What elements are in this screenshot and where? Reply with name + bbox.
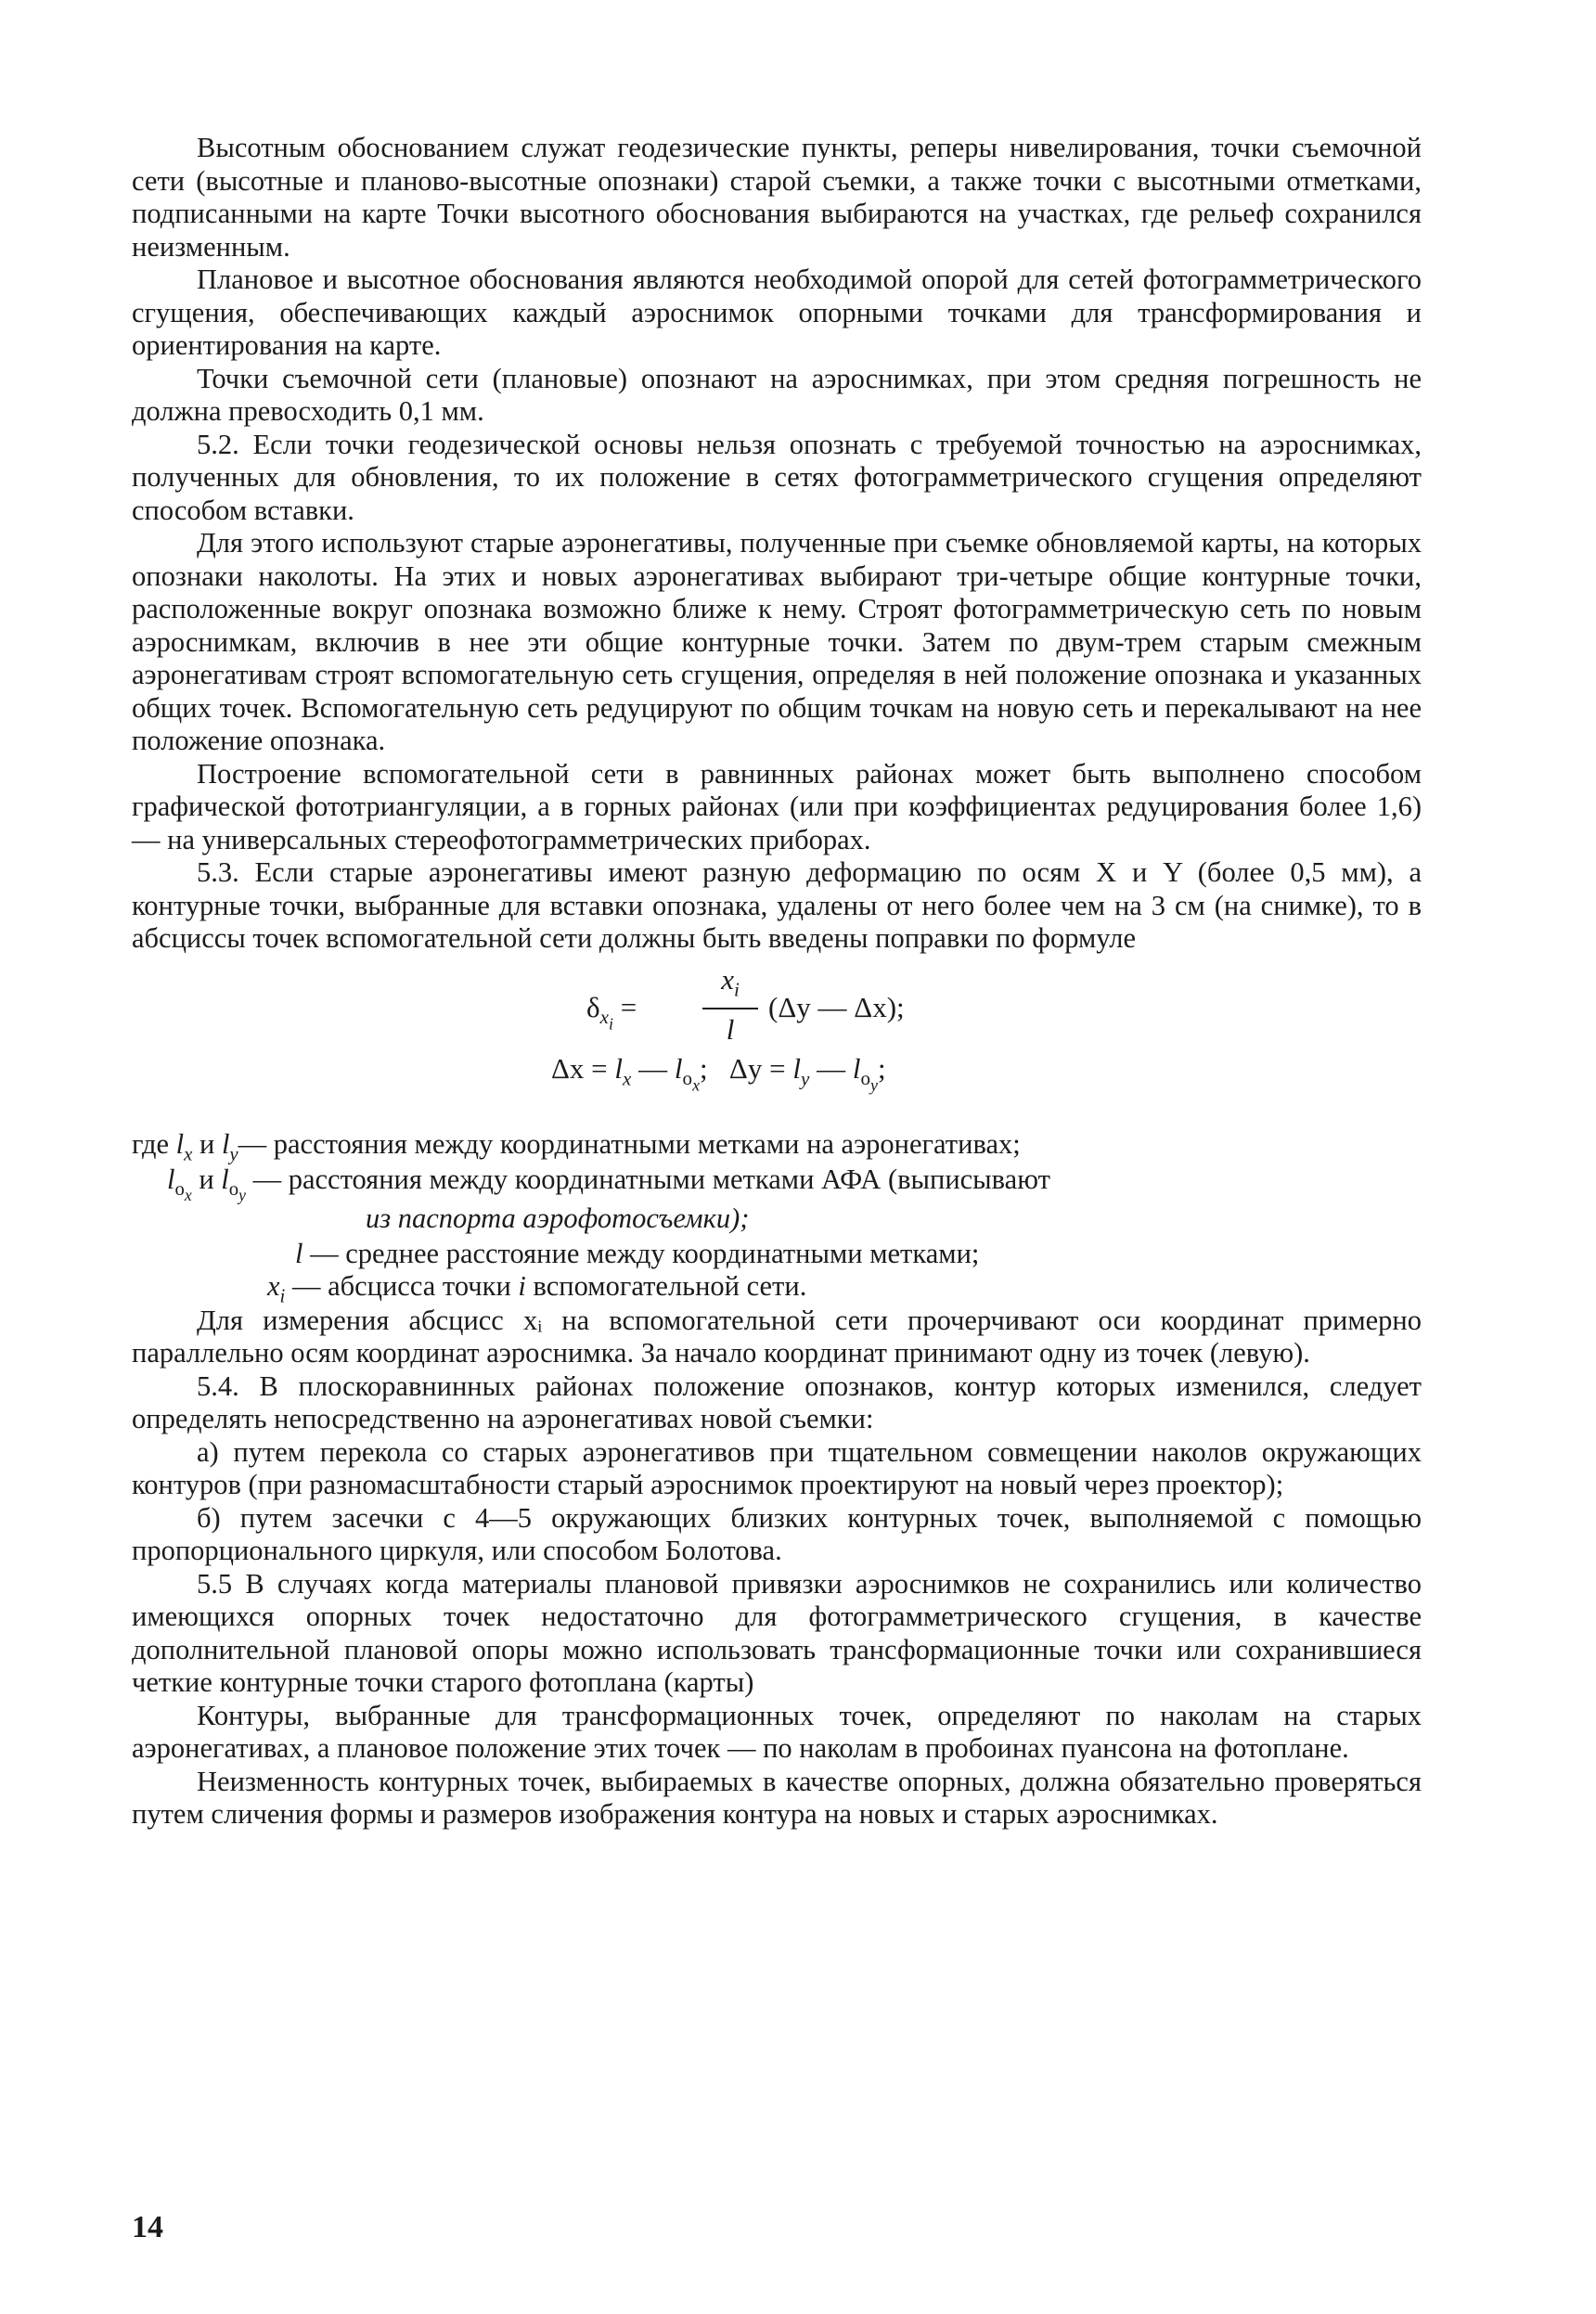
paragraph: Высотным обоснованием служат геодезические пункты, реперы нивелирования, точки съемочной сети (высотные и планово-высотные опознаки) старой съемки, а также точки с высотными отметками, подписанными на карте Точки высотного обоснования выбираются на участках, где рельеф сохранился неизменным.	[132, 132, 1422, 263]
paragraph: Для измерения абсцисс xᵢ на вспомогательной сети прочерчивают оси координат примерно параллельно осям координат аэроснимка. За начало координат принимают одну из точек (левую).	[132, 1304, 1422, 1369]
paragraph: 5.4. В плоскоравнинных районах положение опознаков, контур которых изменился, следует определять непосредственно на аэронегативах новой съемки:	[132, 1369, 1422, 1434]
definition-l: l — среднее расстояние между координатными метками;	[295, 1237, 980, 1269]
paragraph: Неизменность контурных точек, выбираемых в качестве опорных, должна обязательно проверяться путем сличения формы и размеров изображения контура на новых и старых аэроснимках.	[132, 1765, 1422, 1830]
paragraph: а) путем перекола со старых аэронегативов при тщательном совмещении наколов окружающих контуров (при разномасштабности старый аэроснимок проектируют на новый через проектор);	[132, 1435, 1422, 1500]
paragraph: 5.5 В случаях когда материалы плановой привязки аэроснимков не сохранились или количество имеющихся опорных точек недостаточно для фотограмметрического сгущения, в качестве дополнительной плановой опоры можно использовать трансформационные точки или сохранившиеся четкие контурные точки старого фотоплана (карты)	[132, 1567, 1422, 1698]
paragraph: Контуры, выбранные для трансформационных точек, определяют по наколам на старых аэронегативах, а плановое положение этих точек — по наколам в пробоинах пуансона на фотоплане.	[132, 1699, 1422, 1764]
paragraph: 5.2. Если точки геодезической основы нельзя опознать с требуемой точностью на аэроснимках, полученных для обновления, то их положение в сетях фотограмметрического сгущения определяют способом вставки.	[132, 428, 1422, 526]
formula-line-2: $\Delta x = l_x$ — $l_{o_x}$; $\Delta y = l_y$ — $l_{o_y}$;	[551, 1051, 886, 1095]
definition-lx-ly: где $l_x$ и $l_y—$ расстояния между координатными метками на аэронегативах;	[132, 1127, 1021, 1164]
correction-formula	[132, 963, 1422, 1128]
paragraph: Плановое и высотное обоснования являются необходимой опорой для сетей фотограмметрического сгущения, обеспечивающих каждый аэроснимок опорными точками для трансформирования и ориентирования на карте.	[132, 264, 1422, 361]
paragraph: б) путем засечки с 4—5 окружающих близких контурных точек, выполняемой с помощью пропорционального циркуля, или способом Болотова.	[132, 1501, 1422, 1566]
definition-lox-loy: $l_{o_x}$ и $l_{o_y}$ — расстояния между координатными метками АФА (выписывают	[167, 1163, 1050, 1204]
formula-line-1: $\delta_{x_i}$ = $x_i$ l (Δy — Δx);	[586, 962, 905, 1047]
body-text	[132, 132, 1422, 1832]
paragraph: Для этого используют старые аэронегативы, полученные при съемке обновляемой карты, на которых опознаки наколоты. На этих и новых аэронегативах выбирают три-четыре общие контурные точки, расположенные вокруг опознака возможно ближе к нему. Строят фотограмметрическую сеть по новым аэроснимкам, включив в нее эти общие контурные точки. Затем по двум-трем старым смежным аэронегативам строят вспомогательную сеть сгущения, определяя в ней положение опознака и указанных общих точек. Вспомогательную сеть редуцируют по общим точкам на новую сеть и перекалывают на нее положение опознака.	[132, 527, 1422, 756]
definition-continuation: из паспорта аэрофотосъемки);	[366, 1202, 750, 1234]
definition-xi: $x_i$ — абсцисса точки i вспомогательной сети.	[267, 1269, 807, 1306]
fraction: $x_i$ l	[702, 963, 758, 1047]
paragraph: Точки съемочной сети (плановые) опознают на аэроснимках, при этом средняя погрешность не должна превосходить 0,1 мм.	[132, 362, 1422, 427]
paragraph: 5.3. Если старые аэронегативы имеют разную деформацию по осям X и Y (более 0,5 мм), а контурные точки, выбранные для вставки опознака, удалены от него более чем на 3 см (на снимке), то в абсциссы точек вспомогательной сети должны быть введены поправки по формуле	[132, 856, 1422, 954]
variable-definitions	[132, 1128, 1422, 1305]
paragraph: Построение вспомогательной сети в равнинных районах может быть выполнено способом графической фототриангуляции, а в горных районах (или при коэффициентах редуцирования более 1,6) — на универсальных стереофотограмметрических приборах.	[132, 757, 1422, 855]
page-number: 14	[132, 2210, 163, 2244]
